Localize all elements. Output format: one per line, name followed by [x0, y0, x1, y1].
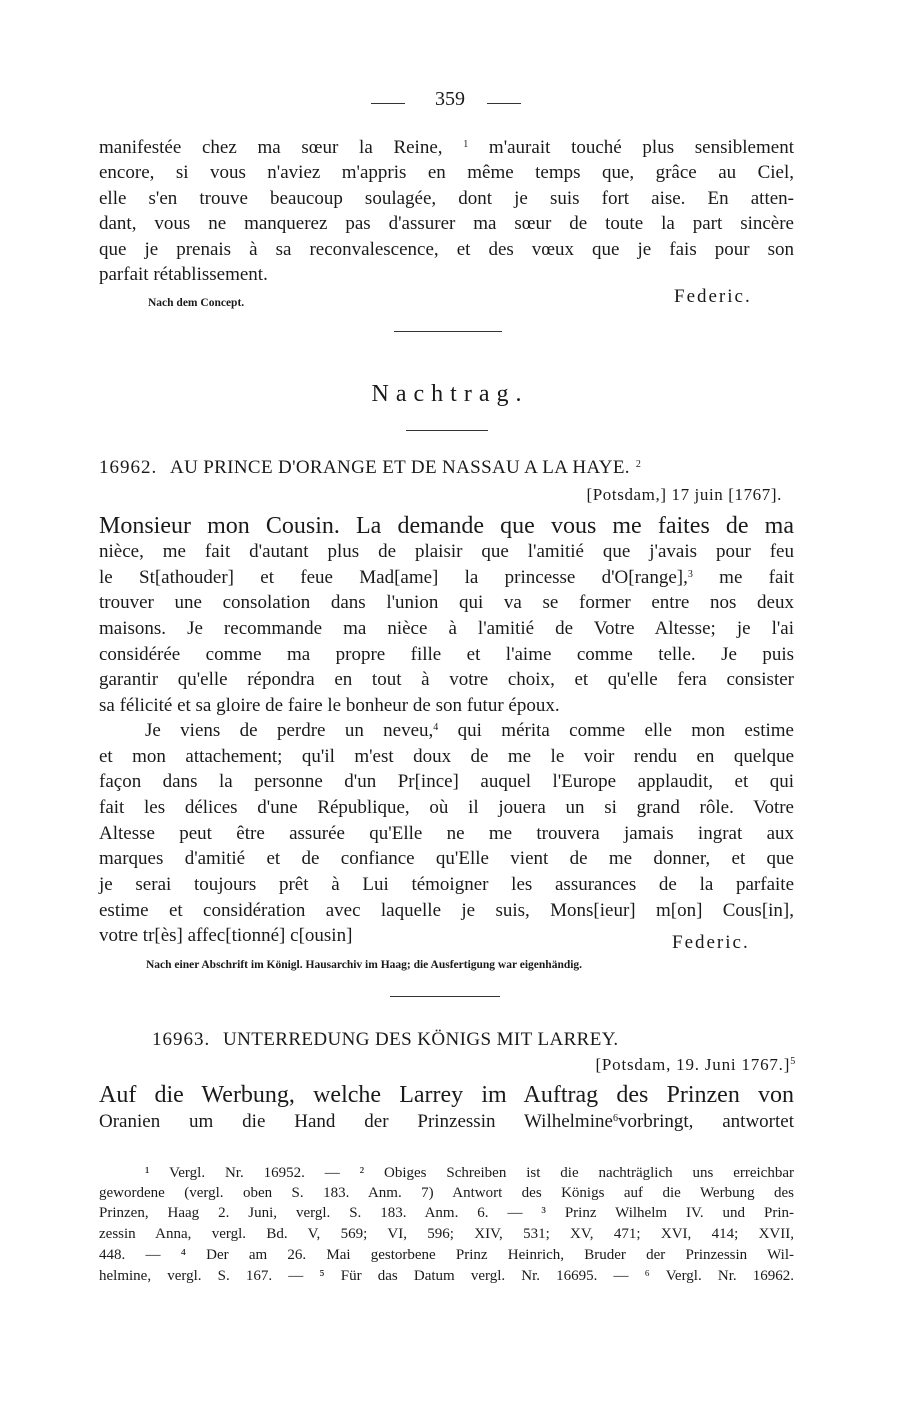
letter-text-line: fait les délices d'une République, où il jouera un si grand rôle. Votre: [99, 797, 794, 818]
footnote-ref: 4: [433, 722, 439, 733]
letter-text-line: que je prenais à sa reconvalescence, et des vœux que je fais pour son: [99, 239, 794, 260]
footnote-ref: 5: [790, 1056, 796, 1067]
letter-title: UNTERREDUNG DES KÖNIGS MIT LARREY.: [223, 1029, 619, 1050]
footnote-ref: 6: [612, 1113, 618, 1124]
letter-text-line: façon dans la personne d'un Pr[ince] auquel l'Europe applaudit, et qui: [99, 771, 794, 792]
letter-text-line: estime et considération avec laquelle je suis, Mons[ieur] m[on] Cous[in],: [99, 900, 794, 921]
letter-text-line: garantir qu'elle répondra en tout à votre choix, et qu'elle fera consister: [99, 669, 794, 690]
letter-text-line: Altesse peut être assurée qu'Elle ne me trouvera jamais ingrat aux: [99, 823, 794, 844]
letter-text-line: Auf die Werbung, welche Larrey im Auftrag des Prinzen von: [99, 1082, 794, 1108]
letter-text-line: nièce, me fait d'autant plus de plaisir que l'amitié que j'avais pour feu: [99, 541, 794, 562]
signature: Federic.: [672, 932, 750, 953]
signature: Federic.: [674, 286, 752, 307]
footnote-line: helmine, vergl. S. 167. — ⁵ Für das Datum vergl. Nr. 16695. — ⁶ Vergl. Nr. 16962.: [99, 1268, 794, 1284]
footnote-ref: 2: [635, 459, 641, 470]
letter-heading: [152, 1029, 619, 1051]
letter-text-line: Oranien um die Hand der Prinzessin Wilhelmine$^6$vorbringt, antwortet: [99, 1111, 795, 1132]
letter-heading: [99, 457, 641, 479]
footnote-ref: 3: [687, 569, 693, 580]
dateline: [Potsdam, 19. Juni 1767.]$^5$: [595, 1055, 796, 1074]
letter-title: AU PRINCE D'ORANGE ET DE NASSAU A LA HAYE.: [170, 457, 630, 478]
letter-text-line: elle s'en trouve beaucoup soulagée, dont je suis fort aise. En atten-: [99, 188, 794, 209]
section-divider: [390, 996, 500, 997]
source-note: Nach dem Concept.: [148, 297, 245, 309]
footnote-line: 448. — ⁴ Der am 26. Mai gestorbene Prinz Heinrich, Bruder der Prinzessin Wil-: [99, 1247, 794, 1263]
letter-number: 16962.: [99, 457, 158, 478]
letter-text-line: Monsieur mon Cousin. La demande que vous me faites de ma: [99, 513, 794, 539]
letter-text-line: trouver une consolation dans l'union qui va se former entre nos deux: [99, 592, 794, 613]
footnote-line: gewordene (vergl. oben S. 183. Anm. 7) Antwort des Königs auf die Werbung des: [99, 1185, 794, 1201]
footnote-ref: 1: [463, 139, 469, 150]
letter-text-line: votre tr[ès] affec[tionné] c[ousin]: [99, 925, 353, 946]
letter-text-line: parfait rétablissement.: [99, 264, 268, 285]
section-divider: [394, 331, 502, 332]
letter-text-line: considérée comme ma propre fille et l'aime comme telle. Je puis: [99, 644, 794, 665]
letter-text-line: maisons. Je recommande ma nièce à l'amitié de Votre Altesse; je l'ai: [99, 618, 794, 639]
letter-text-line: dant, vous ne manquerez pas d'assurer ma sœur de toute la part sincère: [99, 213, 794, 234]
header-rule-left: [371, 103, 405, 104]
letter-text-line: sa félicité et sa gloire de faire le bonheur de son futur époux.: [99, 695, 560, 716]
letter-number: 16963.: [152, 1029, 211, 1050]
section-title-rule: [406, 430, 488, 431]
header-rule-right: [487, 103, 521, 104]
letter-text-line: je serai toujours prêt à Lui témoigner les assurances de la parfaite: [99, 874, 794, 895]
letter-text-line: manifestée chez ma sœur la Reine, $^1$ m'aurait touché plus sensiblement: [99, 137, 794, 158]
section-title: Nachtrag.: [371, 381, 529, 407]
letter-text-line: marques d'amitié et de confiance qu'Elle vient de me donner, et que: [99, 848, 794, 869]
page-number: 359: [435, 88, 465, 110]
letter-text-line: et mon attachement; qu'il m'est doux de me le voir rendu en quelque: [99, 746, 794, 767]
letter-text-line: encore, si vous n'aviez m'appris en même temps que, grâce au Ciel,: [99, 162, 794, 183]
footnote-line: zessin Anna, vergl. Bd. V, 569; VI, 596; XIV, 531; XV, 471; XVI, 414; XVII,: [99, 1226, 794, 1242]
dateline: [Potsdam,] 17 juin [1767].: [586, 485, 782, 504]
footnote-line: ¹ Vergl. Nr. 16952. — ² Obiges Schreiben ist die nachträglich uns erreichbar: [145, 1165, 794, 1181]
footnote-line: Prinzen, Haag 2. Juni, vergl. S. 183. Anm. 6. — ³ Prinz Wilhelm IV. und Prin-: [99, 1205, 794, 1221]
letter-text-line: le St[athouder] et feue Mad[ame] la princesse d'O[range],$^3$ me fait: [99, 567, 794, 588]
letter-text-line: Je viens de perdre un neveu,$^4$ qui mérita comme elle mon estime: [145, 720, 794, 741]
source-note: Nach einer Abschrift im Königl. Hausarchiv im Haag; die Ausfertigung war eigenhändig.: [146, 959, 583, 971]
